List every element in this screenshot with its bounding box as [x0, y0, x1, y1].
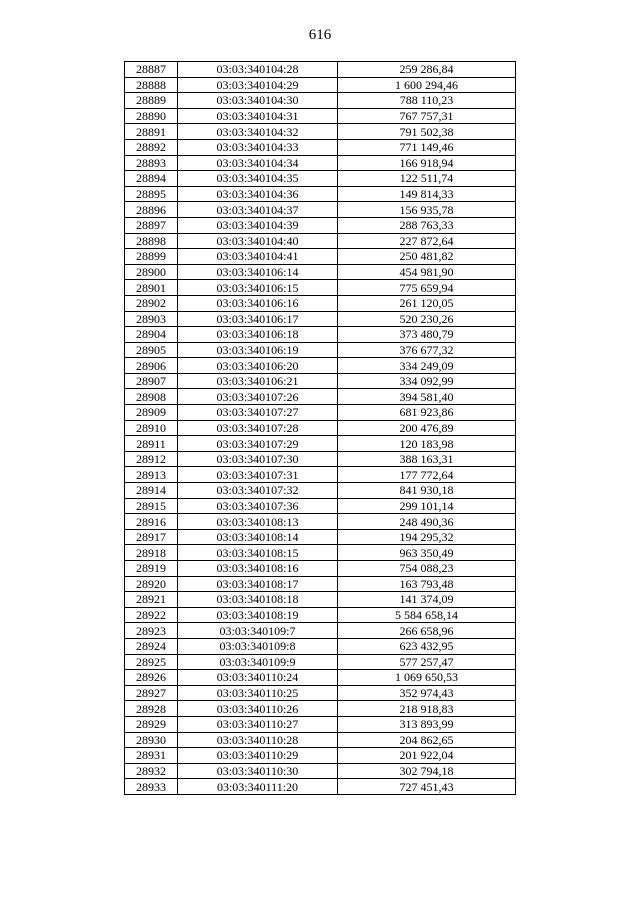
- row-number-cell: 28894: [125, 171, 178, 187]
- value-cell: 1 069 650,53: [338, 670, 516, 686]
- value-cell: 120 183,98: [338, 436, 516, 452]
- row-number-cell: 28892: [125, 139, 178, 155]
- row-number-cell: 28918: [125, 545, 178, 561]
- row-number-cell: 28902: [125, 295, 178, 311]
- cadastral-number-cell: 03:03:340107:36: [178, 498, 338, 514]
- cadastral-number-cell: 03:03:340106:16: [178, 295, 338, 311]
- cadastral-number-cell: 03:03:340104:37: [178, 202, 338, 218]
- cadastral-number-cell: 03:03:340108:15: [178, 545, 338, 561]
- row-number-cell: 28896: [125, 202, 178, 218]
- cadastral-number-cell: 03:03:340109:9: [178, 654, 338, 670]
- row-number-cell: 28931: [125, 748, 178, 764]
- cadastral-number-cell: 03:03:340104:33: [178, 139, 338, 155]
- value-cell: 166 918,94: [338, 155, 516, 171]
- table-body: [125, 62, 516, 795]
- table-row: [125, 436, 516, 452]
- table-row: [125, 576, 516, 592]
- table-row: [125, 342, 516, 358]
- row-number-cell: 28899: [125, 249, 178, 265]
- table-row: [125, 280, 516, 296]
- row-number-cell: 28900: [125, 264, 178, 280]
- cadastral-number-cell: 03:03:340104:36: [178, 186, 338, 202]
- table-row: [125, 592, 516, 608]
- table-row: [125, 451, 516, 467]
- cadastral-number-cell: 03:03:340104:31: [178, 108, 338, 124]
- page-number: 616: [308, 27, 332, 43]
- row-number-cell: 28919: [125, 561, 178, 577]
- cadastral-number-cell: 03:03:340104:30: [178, 93, 338, 109]
- value-cell: 376 677,32: [338, 342, 516, 358]
- row-number-cell: 28903: [125, 311, 178, 327]
- cadastral-number-cell: 03:03:340108:14: [178, 529, 338, 545]
- row-number-cell: 28895: [125, 186, 178, 202]
- row-number-cell: 28920: [125, 576, 178, 592]
- table-row: [125, 217, 516, 233]
- row-number-cell: 28910: [125, 420, 178, 436]
- table-row: [125, 108, 516, 124]
- value-cell: 394 581,40: [338, 389, 516, 405]
- table-row: [125, 405, 516, 421]
- cadastral-number-cell: 03:03:340111:20: [178, 779, 338, 795]
- cadastral-number-cell: 03:03:340110:30: [178, 763, 338, 779]
- table-row: [125, 670, 516, 686]
- value-cell: 454 981,90: [338, 264, 516, 280]
- row-number-cell: 28912: [125, 451, 178, 467]
- cadastral-number-cell: 03:03:340107:28: [178, 420, 338, 436]
- cadastral-number-cell: 03:03:340110:26: [178, 701, 338, 717]
- value-cell: 681 923,86: [338, 405, 516, 421]
- table-row: [125, 701, 516, 717]
- cadastral-number-cell: 03:03:340110:29: [178, 748, 338, 764]
- value-cell: 299 101,14: [338, 498, 516, 514]
- cadastral-number-cell: 03:03:340106:17: [178, 311, 338, 327]
- table-row: [125, 155, 516, 171]
- cadastral-number-cell: 03:03:340108:17: [178, 576, 338, 592]
- table-row: [125, 732, 516, 748]
- row-number-cell: 28924: [125, 638, 178, 654]
- cadastral-number-cell: 03:03:340108:19: [178, 607, 338, 623]
- table-row: [125, 139, 516, 155]
- cadastral-number-cell: 03:03:340104:29: [178, 77, 338, 93]
- row-number-cell: 28888: [125, 77, 178, 93]
- table-row: [125, 171, 516, 187]
- table-row: [125, 93, 516, 109]
- value-cell: 288 763,33: [338, 217, 516, 233]
- table-row: [125, 373, 516, 389]
- value-cell: 250 481,82: [338, 249, 516, 265]
- cadastral-number-cell: 03:03:340110:25: [178, 685, 338, 701]
- cadastral-number-cell: 03:03:340104:32: [178, 124, 338, 140]
- table-row: [125, 654, 516, 670]
- value-cell: 1 600 294,46: [338, 77, 516, 93]
- cadastral-number-cell: 03:03:340109:8: [178, 638, 338, 654]
- cadastral-number-cell: 03:03:340107:30: [178, 451, 338, 467]
- table-row: [125, 545, 516, 561]
- cadastral-number-cell: 03:03:340107:32: [178, 483, 338, 499]
- table-row: [125, 529, 516, 545]
- table-row: [125, 327, 516, 343]
- table-row: [125, 124, 516, 140]
- row-number-cell: 28891: [125, 124, 178, 140]
- cadastral-number-cell: 03:03:340104:35: [178, 171, 338, 187]
- value-cell: 261 120,05: [338, 295, 516, 311]
- value-cell: 302 794,18: [338, 763, 516, 779]
- cadastral-number-cell: 03:03:340104:40: [178, 233, 338, 249]
- value-cell: 177 772,64: [338, 467, 516, 483]
- row-number-cell: 28932: [125, 763, 178, 779]
- table-row: [125, 498, 516, 514]
- row-number-cell: 28915: [125, 498, 178, 514]
- row-number-cell: 28923: [125, 623, 178, 639]
- value-cell: 352 974,43: [338, 685, 516, 701]
- value-cell: 259 286,84: [338, 62, 516, 78]
- table-row: [125, 233, 516, 249]
- cadastral-number-cell: 03:03:340104:34: [178, 155, 338, 171]
- row-number-cell: 28913: [125, 467, 178, 483]
- table-row: [125, 716, 516, 732]
- row-number-cell: 28906: [125, 358, 178, 374]
- cadastral-number-cell: 03:03:340107:31: [178, 467, 338, 483]
- value-cell: 149 814,33: [338, 186, 516, 202]
- table-row: [125, 607, 516, 623]
- row-number-cell: 28909: [125, 405, 178, 421]
- cadastral-number-cell: 03:03:340108:13: [178, 514, 338, 530]
- cadastral-number-cell: 03:03:340106:14: [178, 264, 338, 280]
- value-cell: 788 110,23: [338, 93, 516, 109]
- row-number-cell: 28890: [125, 108, 178, 124]
- value-cell: 266 658,96: [338, 623, 516, 639]
- cadastral-number-cell: 03:03:340106:18: [178, 327, 338, 343]
- table-row: [125, 514, 516, 530]
- value-cell: 201 922,04: [338, 748, 516, 764]
- data-table: [124, 61, 516, 795]
- row-number-cell: 28926: [125, 670, 178, 686]
- table-row: [125, 358, 516, 374]
- row-number-cell: 28908: [125, 389, 178, 405]
- table-row: [125, 389, 516, 405]
- cadastral-number-cell: 03:03:340107:27: [178, 405, 338, 421]
- row-number-cell: 28930: [125, 732, 178, 748]
- cadastral-number-cell: 03:03:340104:28: [178, 62, 338, 78]
- value-cell: 520 230,26: [338, 311, 516, 327]
- value-cell: 334 249,09: [338, 358, 516, 374]
- value-cell: 194 295,32: [338, 529, 516, 545]
- table-row: [125, 420, 516, 436]
- cadastral-number-cell: 03:03:340104:41: [178, 249, 338, 265]
- cadastral-number-cell: 03:03:340108:16: [178, 561, 338, 577]
- value-cell: 623 432,95: [338, 638, 516, 654]
- row-number-cell: 28914: [125, 483, 178, 499]
- value-cell: 313 893,99: [338, 716, 516, 732]
- row-number-cell: 28916: [125, 514, 178, 530]
- value-cell: 577 257,47: [338, 654, 516, 670]
- value-cell: 754 088,23: [338, 561, 516, 577]
- cadastral-number-cell: 03:03:340110:24: [178, 670, 338, 686]
- table-row: [125, 779, 516, 795]
- value-cell: 218 918,83: [338, 701, 516, 717]
- cadastral-number-cell: 03:03:340106:21: [178, 373, 338, 389]
- value-cell: 334 092,99: [338, 373, 516, 389]
- row-number-cell: 28911: [125, 436, 178, 452]
- row-number-cell: 28929: [125, 716, 178, 732]
- value-cell: 841 930,18: [338, 483, 516, 499]
- row-number-cell: 28897: [125, 217, 178, 233]
- row-number-cell: 28905: [125, 342, 178, 358]
- table-row: [125, 763, 516, 779]
- row-number-cell: 28922: [125, 607, 178, 623]
- table-row: [125, 295, 516, 311]
- table-row: [125, 311, 516, 327]
- row-number-cell: 28893: [125, 155, 178, 171]
- cadastral-number-cell: 03:03:340107:29: [178, 436, 338, 452]
- table-row: [125, 186, 516, 202]
- value-cell: 141 374,09: [338, 592, 516, 608]
- value-cell: 767 757,31: [338, 108, 516, 124]
- value-cell: 5 584 658,14: [338, 607, 516, 623]
- row-number-cell: 28921: [125, 592, 178, 608]
- row-number-cell: 28901: [125, 280, 178, 296]
- value-cell: 122 511,74: [338, 171, 516, 187]
- row-number-cell: 28925: [125, 654, 178, 670]
- table-row: [125, 561, 516, 577]
- row-number-cell: 28928: [125, 701, 178, 717]
- table-row: [125, 685, 516, 701]
- value-cell: 227 872,64: [338, 233, 516, 249]
- value-cell: 791 502,38: [338, 124, 516, 140]
- cadastral-number-cell: 03:03:340107:26: [178, 389, 338, 405]
- table-row: [125, 623, 516, 639]
- value-cell: 204 862,65: [338, 732, 516, 748]
- table-row: [125, 77, 516, 93]
- cadastral-number-cell: 03:03:340109:7: [178, 623, 338, 639]
- value-cell: 200 476,89: [338, 420, 516, 436]
- cadastral-number-cell: 03:03:340110:27: [178, 716, 338, 732]
- table-row: [125, 467, 516, 483]
- cadastral-number-cell: 03:03:340104:39: [178, 217, 338, 233]
- cadastral-number-cell: 03:03:340106:20: [178, 358, 338, 374]
- row-number-cell: 28887: [125, 62, 178, 78]
- table-row: [125, 62, 516, 78]
- value-cell: 388 163,31: [338, 451, 516, 467]
- value-cell: 156 935,78: [338, 202, 516, 218]
- row-number-cell: 28907: [125, 373, 178, 389]
- value-cell: 373 480,79: [338, 327, 516, 343]
- row-number-cell: 28898: [125, 233, 178, 249]
- cadastral-number-cell: 03:03:340108:18: [178, 592, 338, 608]
- table-row: [125, 264, 516, 280]
- value-cell: 163 793,48: [338, 576, 516, 592]
- cadastral-number-cell: 03:03:340110:28: [178, 732, 338, 748]
- cadastral-number-cell: 03:03:340106:19: [178, 342, 338, 358]
- row-number-cell: 28904: [125, 327, 178, 343]
- value-cell: 248 490,36: [338, 514, 516, 530]
- value-cell: 775 659,94: [338, 280, 516, 296]
- value-cell: 771 149,46: [338, 139, 516, 155]
- value-cell: 963 350,49: [338, 545, 516, 561]
- table-row: [125, 202, 516, 218]
- table-row: [125, 638, 516, 654]
- value-cell: 727 451,43: [338, 779, 516, 795]
- table-row: [125, 748, 516, 764]
- table-row: [125, 249, 516, 265]
- row-number-cell: 28917: [125, 529, 178, 545]
- table-row: [125, 483, 516, 499]
- row-number-cell: 28927: [125, 685, 178, 701]
- row-number-cell: 28889: [125, 93, 178, 109]
- row-number-cell: 28933: [125, 779, 178, 795]
- cadastral-number-cell: 03:03:340106:15: [178, 280, 338, 296]
